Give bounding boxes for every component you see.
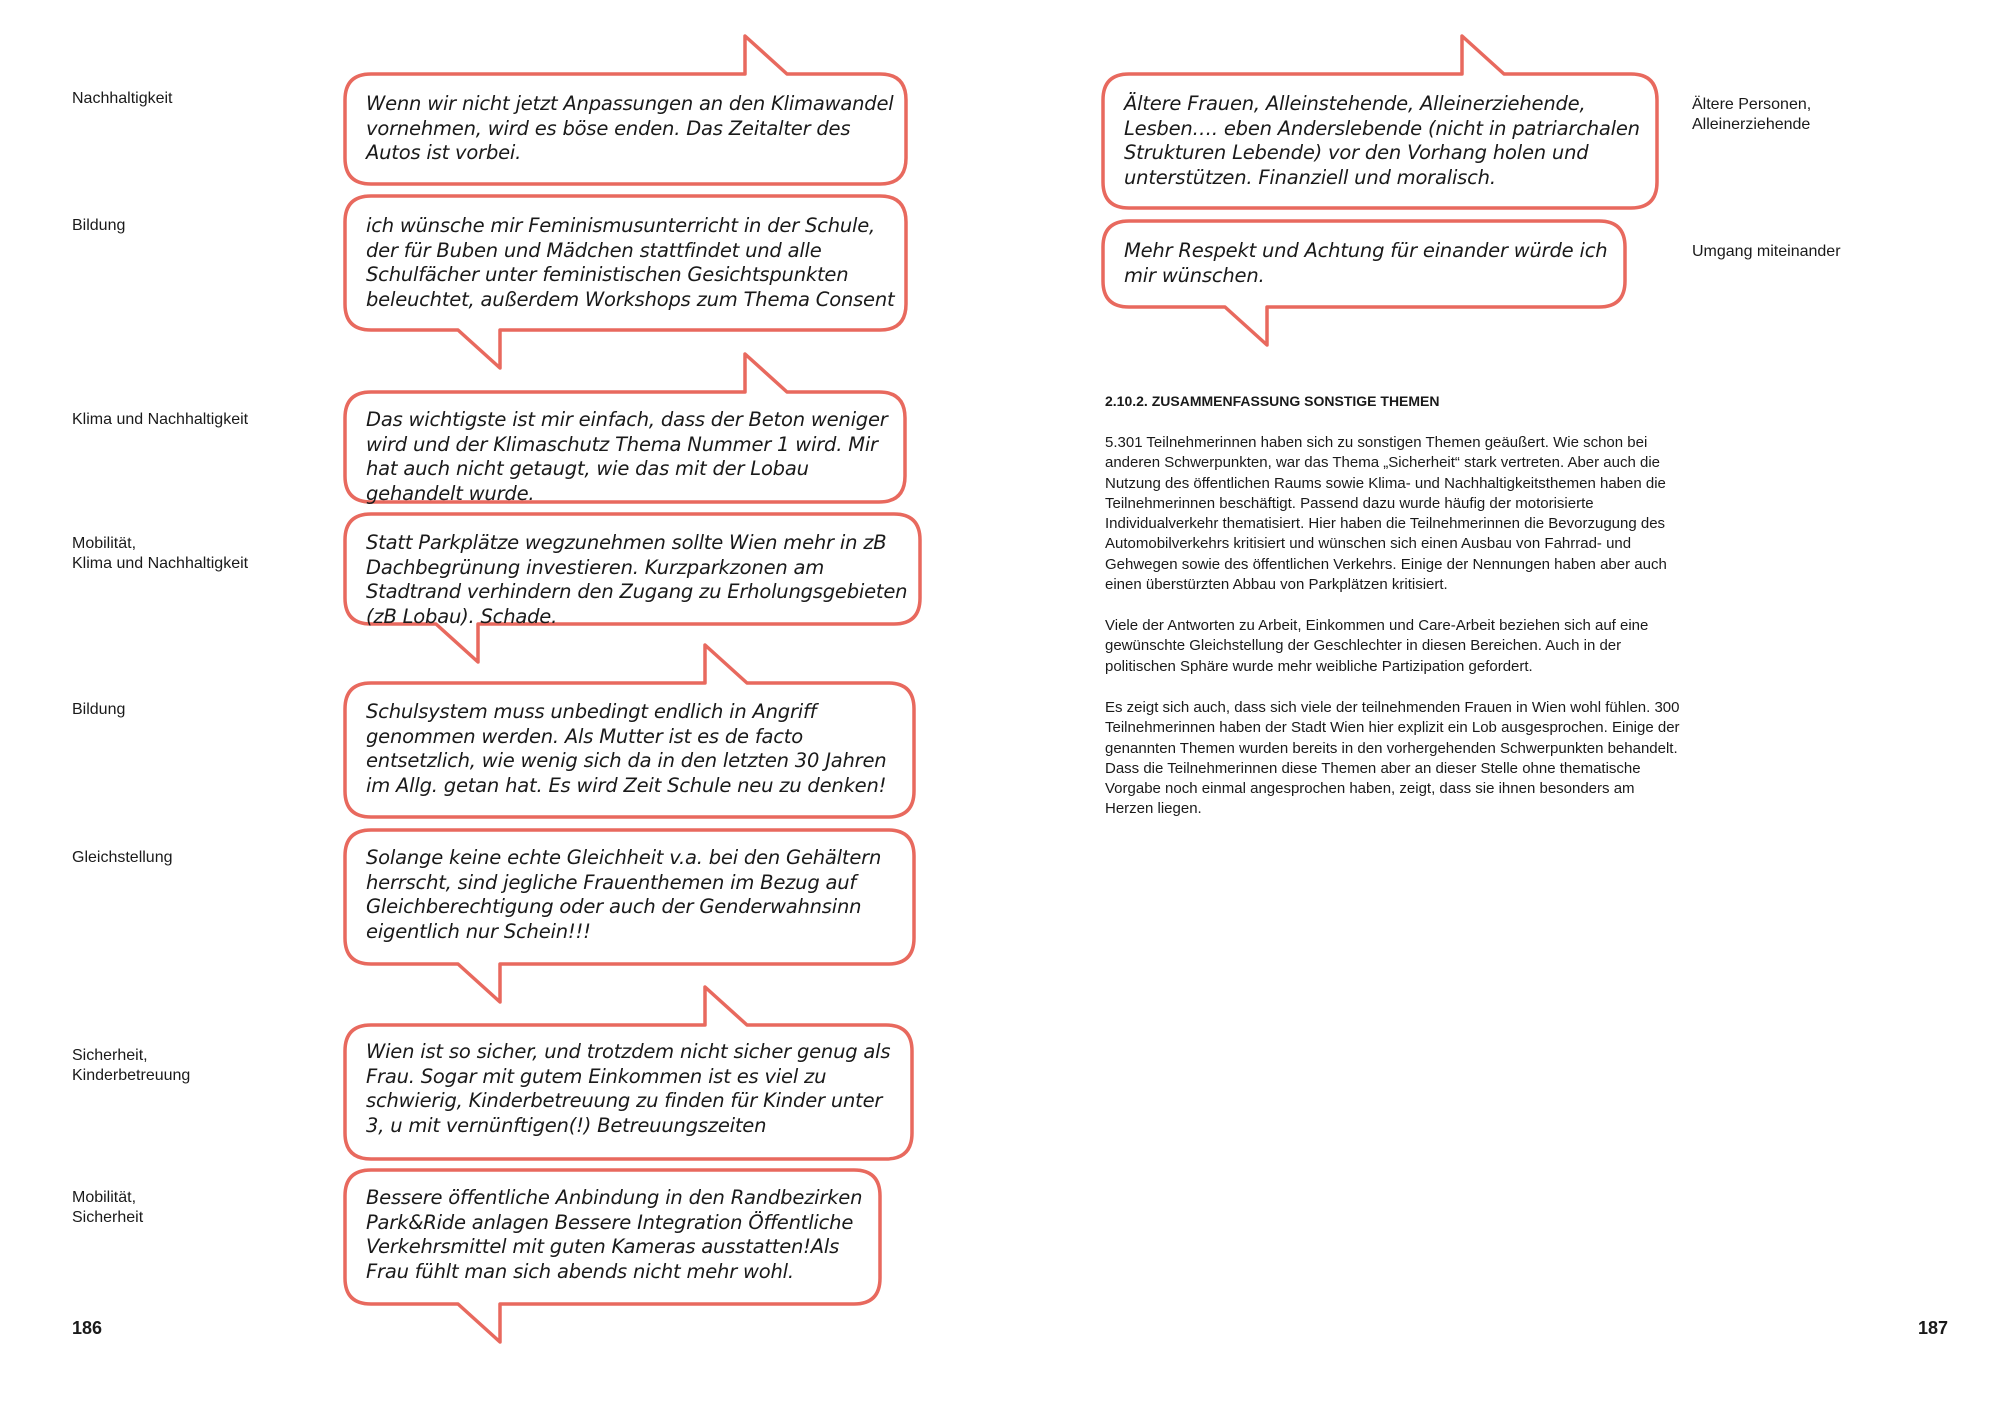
quote-text: Wien ist so sicher, und trotzdem nicht sicher genug als Frau. Sogar mit gutem Einkommen ist es viel zu schwierig, Kinderbetreuung zu finden für Kinder unter 3, u mit vernünftigen(!) Betreuungszeiten: [366, 1040, 891, 1137]
topic-label: Mobilität, Klima und Nachhaltigkeit: [72, 535, 249, 572]
topic-label: Gleichstellung: [72, 849, 173, 866]
quote-text: Bessere öffentliche Anbindung in den Randbezirken Park&Ride anlagen Bessere Integration Öffentliche Verkehrsmittel mit guten Kameras ausstatten!Als Frau fühlt man sich abends nicht mehr wohl.: [366, 1186, 863, 1283]
summary-paragraph: Viele der Antworten zu Arbeit, Einkommen und Care-Arbeit beziehen sich auf eine gewünschte Gleichstellung der Geschlechter in diesen Bereichen. Auch in der politischen Sphäre wurde mehr weibliche Partizipation gefordert.: [1105, 617, 1649, 675]
topic-label: Bildung: [72, 701, 126, 718]
quote-text: Mehr Respekt und Achtung für einander würde ich mir wünschen.: [1124, 239, 1608, 287]
topic-label: Nachhaltigkeit: [72, 90, 173, 107]
summary-paragraph: Es zeigt sich auch, dass sich viele der teilnehmenden Frauen in Wien wohl fühlen. 300 Teilnehmerinnen haben der Stadt Wien hier explizit ein Lob ausgesprochen. Einige der genannten Themen wurden bereits in den vorhergehenden Schwerpunkten behandelt. Dass die Teilnehmerinnen diese Themen aber an dieser Stelle ohne thematische Vorgabe noch einmal angesprochen haben, zeigt, dass sie ihnen besonders am Herzen liegen.: [1105, 699, 1680, 818]
quote-text: Solange keine echte Gleichheit v.a. bei den Gehältern herrscht, sind jegliche Frauenthemen im Bezug auf Gleichberechtigung oder auch der Genderwahnsinn eigentlich nur Schein!!!: [366, 846, 882, 943]
quote-text: Das wichtigste ist mir einfach, dass der Beton weniger wird und der Klimaschutz Thema Nummer 1 wird. Mir hat auch nicht getaugt, wie das mit der Lobau gehandelt wurde.: [366, 408, 888, 505]
summary-paragraph: 5.301 Teilnehmerinnen haben sich zu sonstigen Themen geäußert. Wie schon bei anderen Schwerpunkten, war das Thema „Sicherheit“ stark vertreten. Aber auch die Nutzung des öffentlichen Raums sowie Klima- und Nachhaltigkeitsthemen haben die Teilnehmerinnen beschäftigt. Passend dazu wurde häufig der motorisierte Individualverkehr thematisiert. Hier haben die Teilnehmerinnen die Bevorzugung des Automobilverkehrs kritisiert und wünschen sich einen Ausbau von Fahrrad- und Gehwegen sowie des öffentlichen Verkehrs. Einige der Nennungen haben aber auch einen überstürzten Abbau von Parkplätzen kritisiert.: [1105, 434, 1667, 594]
topic-label: Bildung: [72, 217, 126, 234]
page-number-right: 187: [1918, 1318, 1949, 1338]
topic-label: Klima und Nachhaltigkeit: [72, 411, 249, 428]
page-number-left: 186: [72, 1318, 103, 1338]
section-heading: 2.10.2. ZUSAMMENFASSUNG SONSTIGE THEMEN: [1105, 393, 1440, 409]
quote-text: Schulsystem muss unbedingt endlich in Angriff genommen werden. Als Mutter ist es de facto entsetzlich, wie wenig sich da in den letzten 30 Jahren im Allg. getan hat. Es wird Zeit Schule neu zu denken!: [366, 700, 887, 797]
quote-text: Ältere Frauen, Alleinstehende, Alleinerziehende, Lesben…. eben Anderslebende (nicht in patriarchalen Strukturen Lebende) vor den Vorhang holen und unterstützen. Finanziell und moralisch.: [1124, 92, 1640, 189]
topic-label: Umgang miteinander: [1692, 243, 1841, 260]
quote-text: ich wünsche mir Feminismusunterricht in der Schule, der für Buben und Mädchen stattfindet und alle Schulfächer unter feministischen Gesichtspunkten beleuchtet, außerdem Workshops zum Thema Consent: [366, 214, 895, 311]
topic-label: Ältere Personen, Alleinerziehende: [1692, 96, 1812, 133]
topic-label: Mobilität, Sicherheit: [72, 1189, 144, 1226]
quote-text: Wenn wir nicht jetzt Anpassungen an den Klimawandel vornehmen, wird es böse enden. Das Zeitalter des Autos ist vorbei.: [366, 92, 894, 164]
topic-label: Sicherheit, Kinderbetreuung: [72, 1047, 191, 1084]
quote-text: Statt Parkplätze wegzunehmen sollte Wien mehr in zB Dachbegrünung investieren. Kurzparkzonen am Stadtrand verhindern den Zugang zu Erholungsgebieten (zB Lobau). Schade.: [366, 531, 908, 628]
